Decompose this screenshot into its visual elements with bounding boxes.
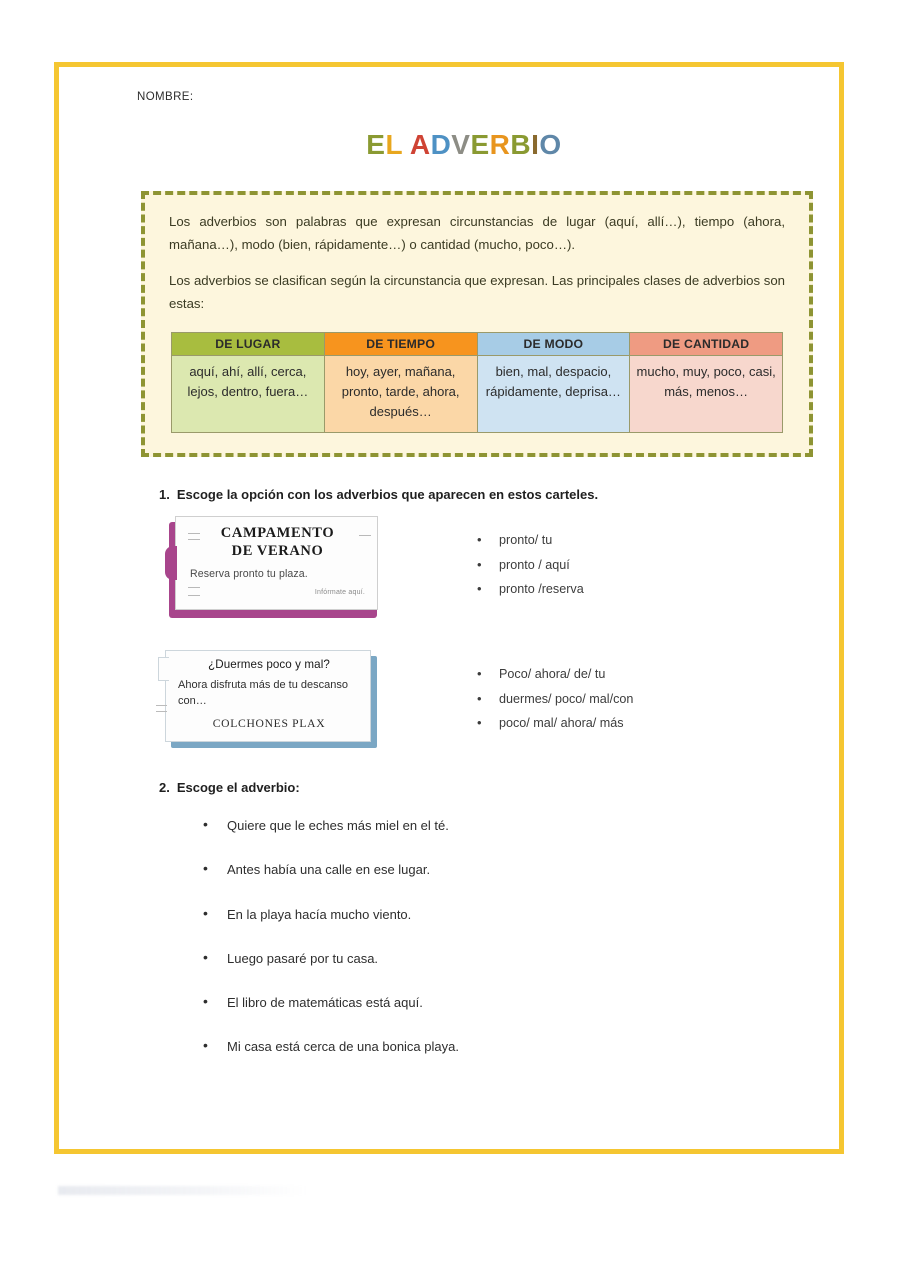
poster-2-tick — [156, 705, 167, 706]
poster-1-option-list — [477, 528, 584, 602]
list-item[interactable]: • El libro de matemáticas está aquí. — [203, 994, 791, 1012]
table-cell-tiempo: hoy, ayer, mañana, pronto, tarde, ahora, después… — [324, 355, 477, 432]
title-letter-1: L — [385, 129, 403, 160]
exercise-2-heading — [159, 780, 791, 795]
poster-1-option[interactable]: • pronto/ tu — [477, 528, 584, 553]
poster-2-option-list — [477, 662, 633, 736]
poster-2-option[interactable]: • duermes/ poco/ mal/con — [477, 687, 633, 712]
poster-2-ear — [158, 657, 169, 681]
title-letter-2 — [403, 129, 410, 160]
exercise-2-instruction: Escoge el adverbio: — [176, 780, 300, 796]
poster-1-tick — [188, 595, 200, 596]
poster-2-question: ¿Duermes poco y mal? — [208, 658, 330, 672]
theory-box — [141, 191, 813, 457]
adverb-classes-table — [171, 332, 783, 433]
table-cell-cantidad: mucho, muy, poco, casi, más, menos… — [630, 355, 783, 432]
table-header-row — [172, 332, 783, 355]
list-item[interactable]: • Mi casa está cerca de una bonica playa. — [203, 1038, 791, 1056]
poster-1-tick — [188, 587, 200, 588]
list-item[interactable]: • Luego pasaré por tu casa. — [203, 950, 791, 968]
exercise-2-sentence-list — [203, 817, 791, 1056]
table-header-cantidad: DE CANTIDAD — [630, 332, 783, 355]
table-header-modo: DE MODO — [477, 332, 630, 355]
poster-1-title-line-2: DE VERANO — [231, 542, 324, 559]
table-cell-lugar: aquí, ahí, allí, cerca, lejos, dentro, fuera… — [172, 355, 325, 432]
exercise-1-number: 1. — [159, 487, 170, 503]
poster-1-tick — [188, 539, 200, 540]
poster-2-body: Ahora disfruta más de tu descanso con… — [178, 679, 348, 708]
poster-1-fine-print: Infórmate aquí. — [314, 588, 365, 596]
list-item[interactable]: • En la playa hacía mucho viento. — [203, 906, 791, 924]
exercise-1-instruction: Escoge la opción con los adverbios que aparecen en estos carteles. — [176, 487, 599, 503]
scan-artifact — [58, 1186, 308, 1195]
poster-1-slot — [159, 516, 409, 620]
title-letter-5: V — [451, 129, 471, 160]
poster-1-card — [175, 516, 378, 610]
title-letter-3: A — [409, 129, 431, 160]
poster-1-notch — [165, 546, 177, 580]
worksheet-page-frame — [54, 62, 844, 1154]
poster-2-tick — [156, 711, 167, 712]
theory-paragraph-2: Los adverbios se clasifican según la circunstancia que expresan. Las principales clases de adverbios son estas: — [169, 273, 785, 312]
title-letter-7: R — [489, 129, 511, 160]
poster-1-subtitle: Reserva pronto tu plaza. — [190, 567, 308, 580]
table-header-tiempo: DE TIEMPO — [324, 332, 477, 355]
poster-1-title-line-1: CAMPAMENTO — [220, 525, 335, 542]
poster-2-slot — [159, 650, 409, 750]
exercise-1-item-1 — [159, 516, 791, 620]
title-letter-0: E — [366, 129, 386, 160]
poster-2-option[interactable]: • Poco/ ahora/ de/ tu — [477, 662, 633, 687]
poster-2-brand: COLCHONES PLAX — [212, 717, 326, 731]
poster-1-option[interactable]: • pronto /reserva — [477, 577, 584, 602]
poster-colchones — [165, 650, 381, 750]
title-letter-4: D — [430, 129, 452, 160]
table-header-lugar: DE LUGAR — [172, 332, 325, 355]
title-letter-8: B — [510, 129, 532, 160]
page-title — [137, 129, 791, 161]
title-letter-9: I — [531, 129, 540, 160]
title-letter-6: E — [470, 129, 490, 160]
exercise-1-item-2 — [159, 650, 791, 750]
poster-campamento — [165, 516, 381, 620]
title-letter-10: O — [539, 129, 562, 160]
table-row — [172, 355, 783, 432]
theory-paragraph-1: Los adverbios son palabras que expresan circunstancias de lugar (aquí, allí…), tiempo (ahora, mañana…), modo (bien, rápidamente…) o cantidad (mucho, poco…). — [169, 214, 785, 252]
poster-1-tick — [188, 533, 200, 534]
worksheet-content — [59, 67, 839, 1149]
poster-1-tick — [359, 535, 371, 536]
list-item[interactable]: • Quiere que le eches más miel en el té. — [203, 817, 791, 835]
poster-2-option[interactable]: • poco/ mal/ ahora/ más — [477, 711, 633, 736]
poster-1-option[interactable]: • pronto / aquí — [477, 553, 584, 578]
table-cell-modo: bien, mal, despacio, rápidamente, deprisa… — [477, 355, 630, 432]
exercise-1-heading — [159, 487, 791, 502]
student-name-label: NOMBRE: — [137, 91, 194, 103]
list-item[interactable]: • Antes había una calle en ese lugar. — [203, 861, 791, 879]
exercise-2-number: 2. — [159, 780, 170, 796]
poster-2-card — [165, 650, 371, 742]
